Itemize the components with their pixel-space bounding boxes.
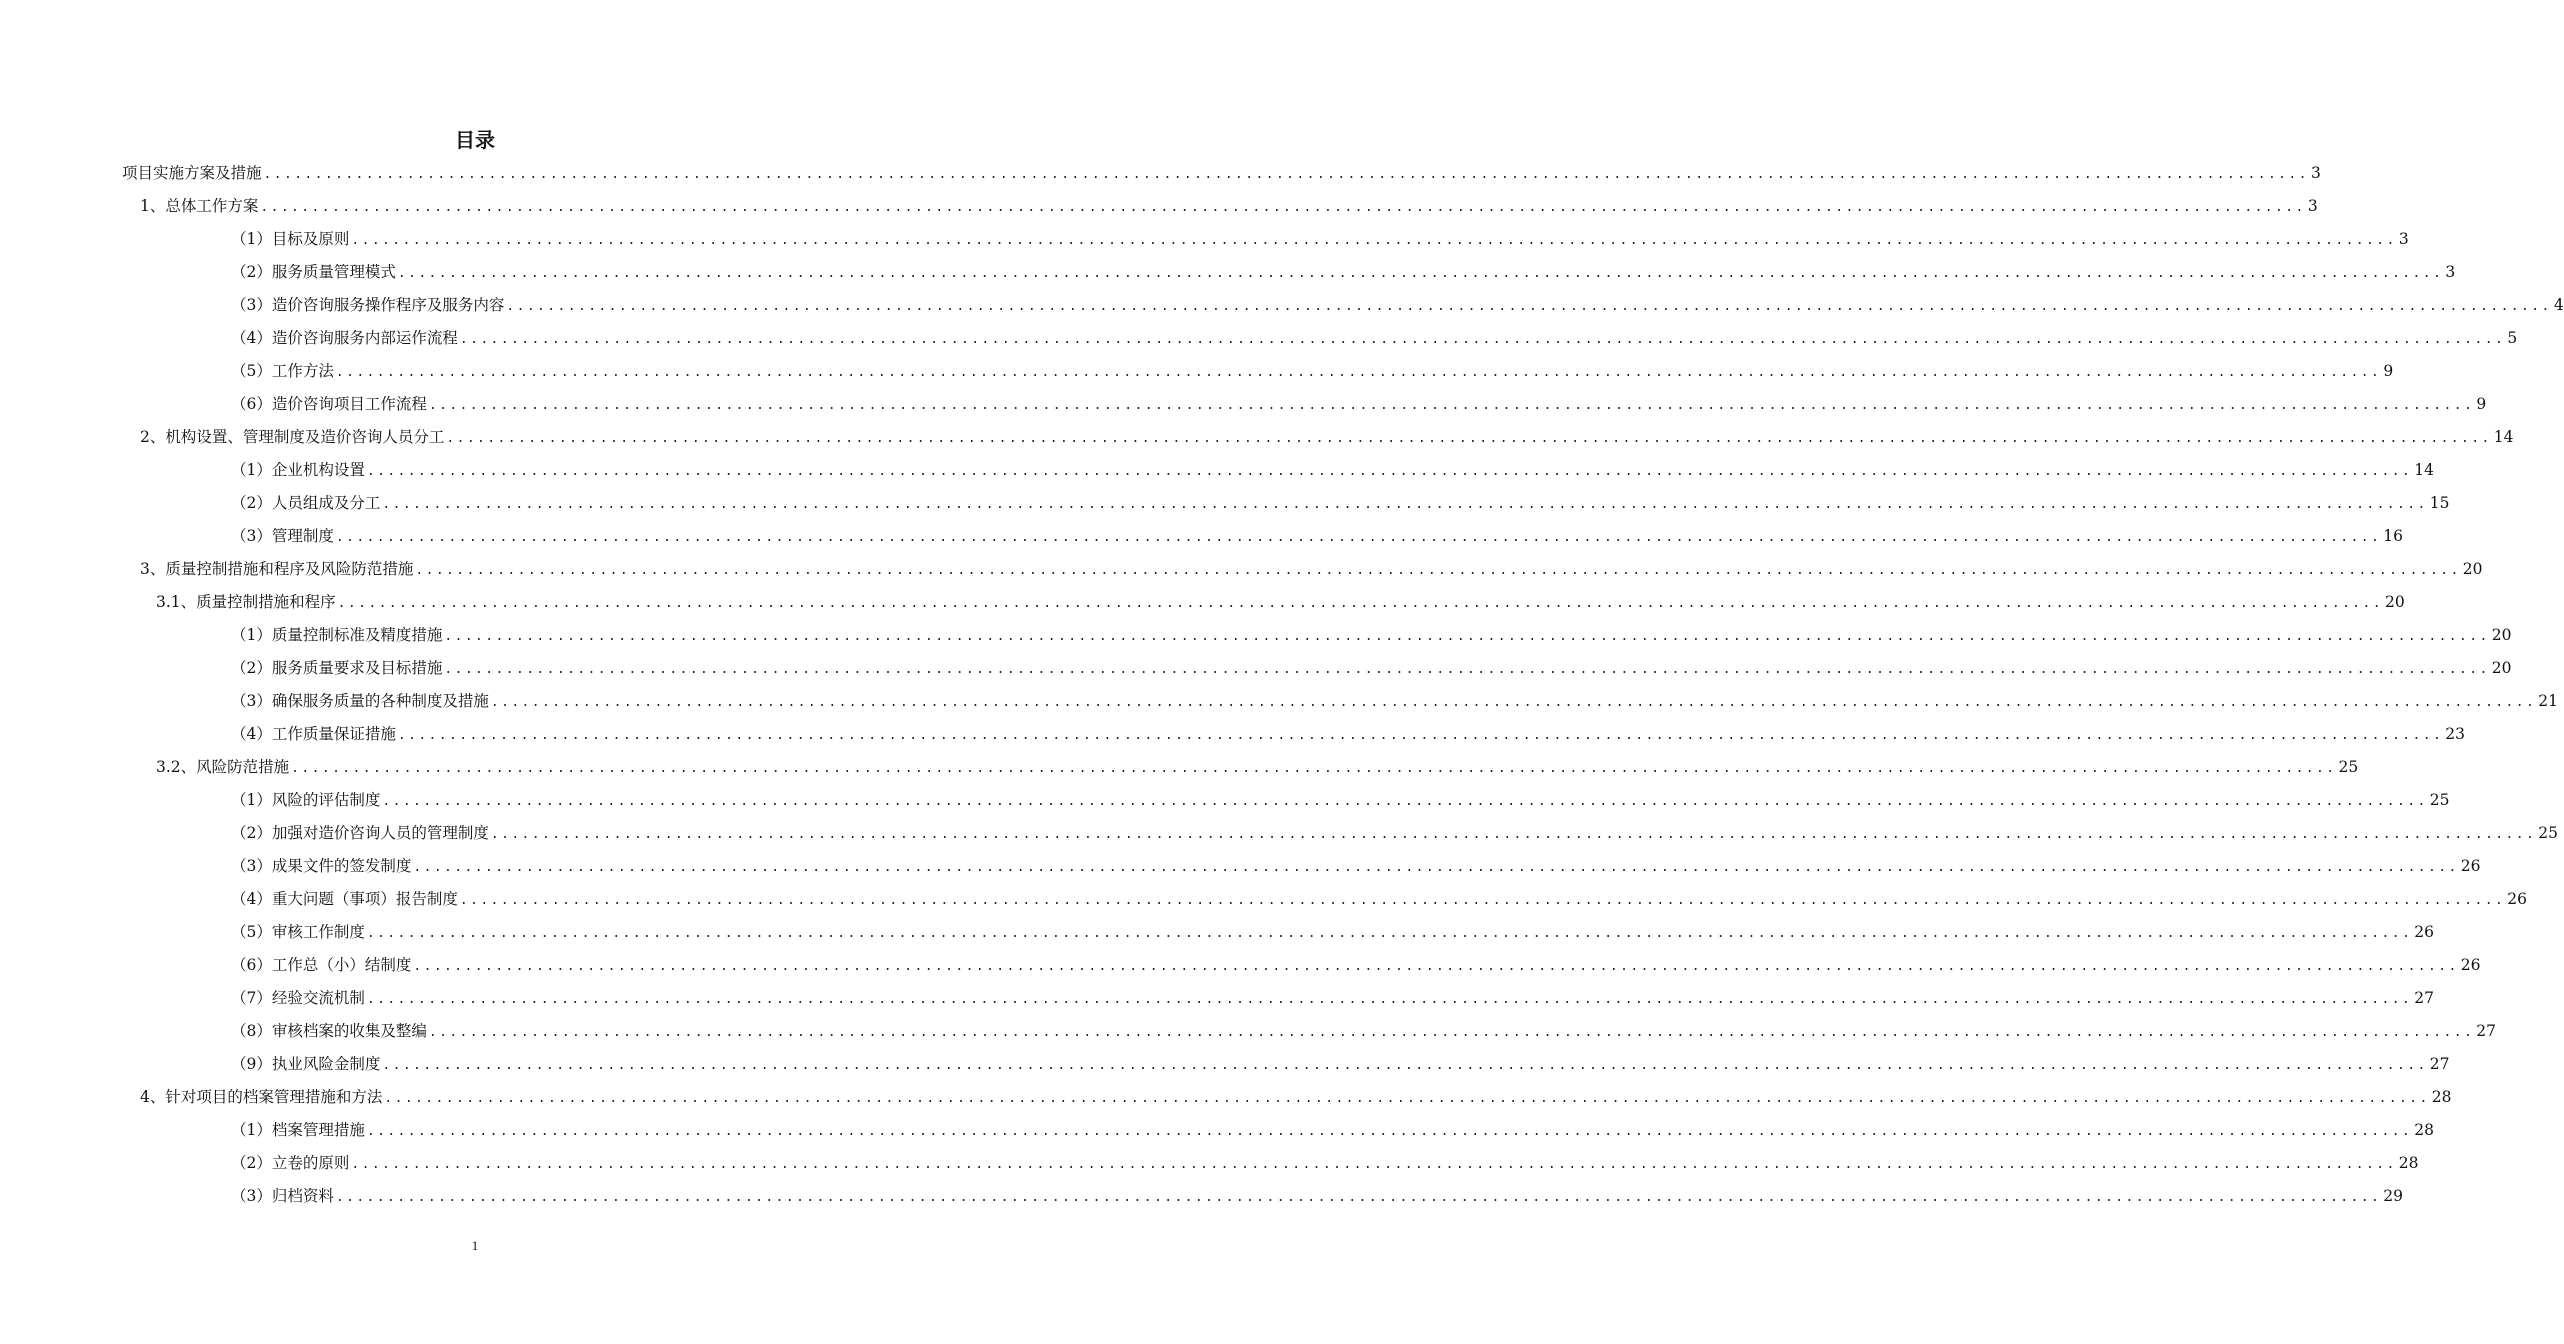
toc-dot-leader: ........................................................................................................................................................................................................ (415, 563, 2461, 578)
toc-entry[interactable] (231, 520, 2403, 553)
toc-entry-page-number: 26 (2460, 857, 2481, 875)
toc-dot-leader: ........................................................................................................................................................................................................ (382, 794, 2428, 809)
toc-dot-leader: ........................................................................................................................................................................................................ (291, 761, 2337, 776)
toc-dot-leader: ........................................................................................................................................................................................................ (413, 959, 2459, 974)
toc-entry[interactable] (156, 751, 2359, 784)
toc-entry[interactable] (231, 1114, 2434, 1147)
toc-dot-leader: ........................................................................................................................................................................................................ (413, 860, 2459, 875)
toc-entry[interactable] (231, 487, 2450, 520)
toc-entry-label: （2）服务质量管理模式 (231, 263, 396, 281)
toc-entry-label: 3、质量控制措施和程序及风险防范措施 (140, 560, 414, 578)
toc-dot-leader: ........................................................................................................................................................................................................ (260, 200, 2306, 215)
toc-entry-page-number: 27 (2476, 1022, 2496, 1040)
toc-entry-page-number: 5 (2507, 329, 2518, 347)
toc-entry-page-number: 20 (2385, 593, 2405, 611)
toc-dot-leader: ........................................................................................................................................................................................................ (384, 1091, 2430, 1106)
toc-entry[interactable] (231, 1147, 2419, 1180)
toc-entry[interactable] (231, 454, 2434, 487)
toc-entry-page-number: 27 (2429, 1055, 2450, 1073)
toc-entry[interactable] (231, 289, 2564, 322)
toc-entry-page-number: 3 (2445, 263, 2456, 281)
toc-entry-label: 3.1、质量控制措施和程序 (156, 593, 336, 611)
toc-dot-leader: ........................................................................................................................................................................................................ (366, 926, 2413, 941)
toc-entry[interactable] (231, 1180, 2403, 1213)
toc-entry-page-number: 3 (2398, 230, 2409, 248)
toc-entry-page-number: 16 (2383, 527, 2403, 545)
toc-entry[interactable] (231, 355, 2394, 388)
toc-entry-page-number: 25 (2338, 758, 2359, 776)
toc-entry[interactable] (140, 421, 2514, 454)
toc-entry-label: （3）确保服务质量的各种制度及措施 (231, 692, 489, 710)
toc-dot-leader: ........................................................................................................................................................................................................ (263, 167, 2309, 182)
toc-dot-leader: ........................................................................................................................................................................................................ (382, 497, 2428, 512)
toc-entry-label: 项目实施方案及措施 (122, 164, 262, 182)
toc-entry-label: （6）工作总（小）结制度 (231, 956, 412, 974)
toc-dot-leader: ........................................................................................................................................................................................................ (397, 266, 2444, 281)
toc-dot-leader: ........................................................................................................................................................................................................ (459, 332, 2506, 347)
toc-entry-label: （3）归档资料 (231, 1187, 334, 1205)
toc-entry-label: （3）管理制度 (231, 527, 334, 545)
toc-entry-label: 4、针对项目的档案管理措施和方法 (140, 1088, 383, 1106)
toc-entry-label: 2、机构设置、管理制度及造价咨询人员分工 (140, 428, 445, 446)
toc-entry-page-number: 26 (2414, 923, 2434, 941)
toc-entry[interactable] (231, 718, 2465, 751)
toc-dot-leader: ........................................................................................................................................................................................................ (335, 530, 2382, 545)
toc-entry[interactable] (231, 949, 2481, 982)
toc-entry-label: （1）目标及原则 (231, 230, 350, 248)
toc-entry[interactable] (231, 850, 2481, 883)
toc-entry-label: （1）企业机构设置 (231, 461, 365, 479)
toc-entry-label: （1）质量控制标准及精度措施 (231, 626, 443, 644)
toc-entry-page-number: 14 (2414, 461, 2434, 479)
toc-dot-leader: ........................................................................................................................................................................................................ (428, 1025, 2475, 1040)
toc-entry[interactable] (231, 619, 2512, 652)
toc-entry-label: （4）工作质量保证措施 (231, 725, 396, 743)
toc-entry[interactable] (231, 388, 2487, 421)
toc-entry[interactable] (231, 685, 2558, 718)
toc-dot-leader: ........................................................................................................................................................................................................ (335, 365, 2382, 380)
toc-entry[interactable] (231, 256, 2456, 289)
toc-dot-leader: ........................................................................................................................................................................................................ (446, 431, 2492, 446)
toc-entry-page-number: 25 (2429, 791, 2450, 809)
toc-entry-page-number: 3 (2310, 164, 2321, 182)
toc-entry[interactable] (231, 916, 2434, 949)
toc-entry-label: 1、总体工作方案 (140, 197, 259, 215)
toc-entry[interactable] (231, 784, 2450, 817)
toc-entry[interactable] (231, 223, 2409, 256)
toc-entry-page-number: 20 (2462, 560, 2483, 578)
toc-entry[interactable] (231, 982, 2434, 1015)
toc-entry[interactable] (231, 652, 2512, 685)
toc-entry-page-number: 4 (2553, 296, 2564, 314)
toc-entry-page-number: 14 (2493, 428, 2514, 446)
toc-entry-page-number: 9 (2383, 362, 2394, 380)
toc-dot-leader: ........................................................................................................................................................................................................ (382, 1058, 2428, 1073)
toc-entry-label: （8）审核档案的收集及整编 (231, 1022, 427, 1040)
toc-entry-page-number: 20 (2491, 626, 2512, 644)
toc-entry[interactable] (140, 1081, 2452, 1114)
page-title: 目录 (455, 128, 495, 153)
toc-entry-page-number: 26 (2460, 956, 2481, 974)
toc-entry-label: （2）加强对造价咨询人员的管理制度 (231, 824, 489, 842)
toc-entry-page-number: 20 (2491, 659, 2512, 677)
toc-entry[interactable] (231, 883, 2527, 916)
toc-entry-page-number: 9 (2476, 395, 2487, 413)
toc-dot-leader: ........................................................................................................................................................................................................ (444, 629, 2490, 644)
toc-entry-label: （9）执业风险金制度 (231, 1055, 381, 1073)
toc-entry-label: （3）成果文件的签发制度 (231, 857, 412, 875)
toc-entry-page-number: 3 (2307, 197, 2318, 215)
toc-entry[interactable] (231, 1048, 2450, 1081)
toc-entry-label: （3）造价咨询服务操作程序及服务内容 (231, 296, 505, 314)
toc-entry-label: （2）立卷的原则 (231, 1154, 350, 1172)
toc-entry[interactable] (122, 157, 2321, 190)
toc-entry[interactable] (231, 817, 2558, 850)
toc-dot-leader: ........................................................................................................................................................................................................ (366, 992, 2413, 1007)
toc-dot-leader: ........................................................................................................................................................................................................ (366, 1124, 2413, 1139)
toc-entry-label: （5）审核工作制度 (231, 923, 365, 941)
toc-dot-leader: ........................................................................................................................................................................................................ (490, 695, 2537, 710)
toc-entry-page-number: 28 (2431, 1088, 2452, 1106)
toc-dot-leader: ........................................................................................................................................................................................................ (428, 398, 2475, 413)
toc-dot-leader: ........................................................................................................................................................................................................ (337, 596, 2383, 611)
toc-entry-label: （1）风险的评估制度 (231, 791, 381, 809)
toc-entry-label: （2）服务质量要求及目标措施 (231, 659, 443, 677)
toc-entry-label: 3.2、风险防范措施 (156, 758, 290, 776)
toc-entry-page-number: 23 (2445, 725, 2465, 743)
toc-entry-label: （1）档案管理措施 (231, 1121, 365, 1139)
toc-entry-page-number: 27 (2414, 989, 2434, 1007)
toc-entry-label: （5）工作方法 (231, 362, 334, 380)
toc-dot-leader: ........................................................................................................................................................................................................ (459, 893, 2506, 908)
toc-entry-page-number: 28 (2414, 1121, 2434, 1139)
toc-entry-page-number: 15 (2429, 494, 2450, 512)
toc-entry-label: （4）重大问题（事项）报告制度 (231, 890, 458, 908)
toc-entry[interactable] (231, 1015, 2496, 1048)
toc-entry-page-number: 29 (2383, 1187, 2403, 1205)
toc-entry[interactable] (156, 586, 2405, 619)
toc-entry-label: （6）造价咨询项目工作流程 (231, 395, 427, 413)
toc-entry-page-number: 28 (2398, 1154, 2419, 1172)
toc-dot-leader: ........................................................................................................................................................................................................ (444, 662, 2490, 677)
toc-entry-page-number: 25 (2538, 824, 2558, 842)
toc-entry[interactable] (140, 553, 2483, 586)
toc-dot-leader: ........................................................................................................................................................................................................ (366, 464, 2413, 479)
toc-entry-page-number: 26 (2507, 890, 2527, 908)
toc-entry[interactable] (140, 190, 2318, 223)
toc-dot-leader: ........................................................................................................................................................................................................ (490, 827, 2537, 842)
toc-dot-leader: ........................................................................................................................................................................................................ (351, 1157, 2397, 1172)
toc-entry-page-number: 21 (2538, 692, 2558, 710)
toc-entry-label: （4）造价咨询服务内部运作流程 (231, 329, 458, 347)
toc-entry-label: （7）经验交流机制 (231, 989, 365, 1007)
toc-dot-leader: ........................................................................................................................................................................................................ (351, 233, 2397, 248)
toc-dot-leader: ........................................................................................................................................................................................................ (335, 1190, 2382, 1205)
toc-dot-leader: ........................................................................................................................................................................................................ (506, 299, 2552, 314)
toc-entry-label: （2）人员组成及分工 (231, 494, 381, 512)
toc-entry[interactable] (231, 322, 2518, 355)
toc-dot-leader: ........................................................................................................................................................................................................ (397, 728, 2444, 743)
page-number: 1 (471, 1238, 479, 1253)
